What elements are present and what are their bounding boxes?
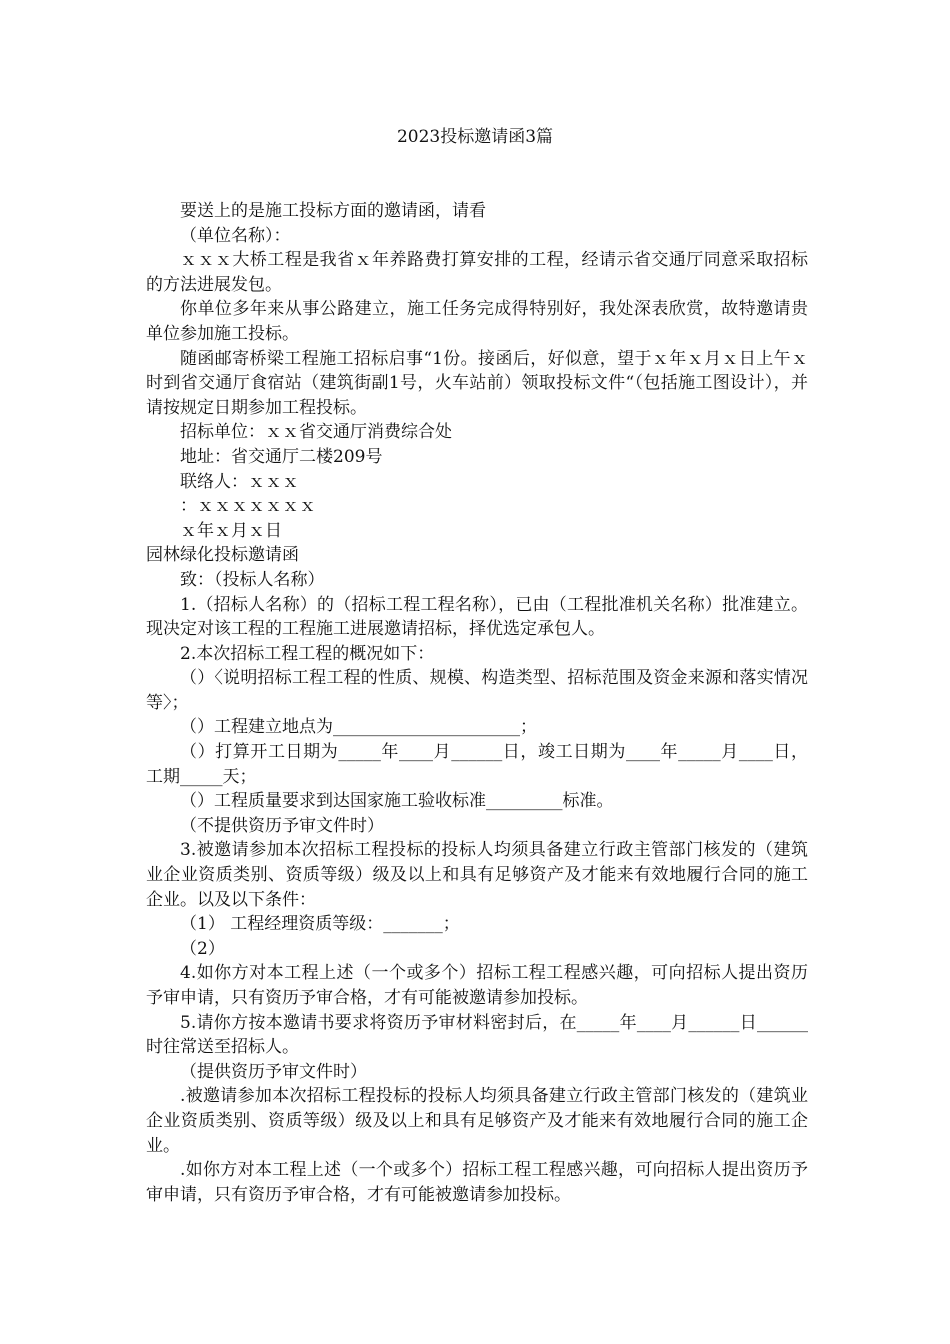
document-paragraph: 招标单位：ｘｘ省交通厅消费综合处 [180, 422, 452, 443]
document-paragraph: 4.如你方对本工程上述（一个或多个）招标工程工程感兴趣，可向招标人提出资历予审申请，只有资历予审合格，才有可能被邀请参加投标。 [146, 963, 808, 1008]
document-paragraph: （1） 工程经理资质等级：_______； [180, 914, 460, 935]
document-paragraph: （）工程质量要求到达国家施工验收标准_________标准。 [180, 791, 614, 812]
document-title: 2023投标邀请函3篇 [396, 127, 554, 147]
document-paragraph: 1.（招标人名称）的（招标工程工程名称），已由（工程批准机关名称）批准建立。现决定对该工程的工程施工进展邀请招标，择优选定承包人。 [146, 594, 808, 640]
document-paragraph: 联络人：ｘｘｘ [180, 471, 299, 492]
document-paragraph: .如你方对本工程上述（一个或多个）招标工程工程感兴趣，可向招标人提出资历予审申请，只有资历予审合格，才有可能被邀请参加投标。 [146, 1160, 808, 1205]
document-paragraph: ｘ年ｘ月ｘ日 [180, 520, 282, 541]
document-paragraph: （单位名称）： [180, 225, 291, 246]
document-paragraph: （2） [180, 938, 225, 959]
document-paragraph: 2.本次招标工程工程的概况如下： [180, 643, 435, 664]
document-paragraph: .被邀请参加本次招标工程投标的投标人均须具备建立行政主管部门核发的（建筑业企业资质类别、资质等级）级及以上和具有足够资产及才能来有效地履行合同的施工企业。 [146, 1086, 808, 1156]
document-paragraph: ：ｘｘｘｘｘｘｘ [180, 496, 316, 517]
document-paragraph: 5.请你方按本邀请书要求将资历予审材料密封后，在_____年____月______日______时往常送至招标人。 [146, 1012, 808, 1058]
document-paragraph: （不提供资历予审文件时） [180, 815, 384, 836]
document-paragraph: 你单位多年来从事公路建立，施工任务完成得特别好，我处深表欣赏，故特邀请贵单位参加施工投标。 [146, 299, 808, 344]
document-paragraph: 致：（投标人名称） [180, 569, 325, 590]
document-paragraph: （提供资历予审文件时） [180, 1061, 367, 1082]
document-body [146, 199, 808, 1207]
document-paragraph: 随函邮寄桥梁工程施工招标启事“1份。接函后，好似意，望于ｘ年ｘ月ｘ日上午ｘ时到省交通厅食宿站（建筑街副1号，火车站前）领取投标文件“（包括施工图设计），并请按规定日期参加工程投标。 [146, 348, 808, 418]
document-paragraph: （）工程建立地点为______________________； [180, 717, 537, 738]
document-paragraph: 要送上的是施工投标方面的邀请函，请看 [180, 201, 486, 221]
document-paragraph: 园林绿化投标邀请函 [146, 545, 299, 566]
document-paragraph: （）〈说明招标工程工程的性质、规模、构造类型、招标范围及资金来源和落实情况等〉； [146, 668, 808, 713]
document-paragraph: 3.被邀请参加本次招标工程投标的投标人均须具备建立行政主管部门核发的（建筑业企业资质类别、资质等级）级及以上和具有足够资产及才能来有效地履行合同的施工企业。以及以下条件： [146, 840, 808, 910]
document-paragraph: ｘｘｘ大桥工程是我省ｘ年养路费打算安排的工程，经请示省交通厅同意采取招标的方法进展发包。 [146, 250, 808, 295]
document-paragraph: 地址：省交通厅二楼209号 [180, 446, 383, 467]
document-paragraph: （）打算开工日期为_____年____月______日，竣工日期为____年_____月____日，工期_____天； [146, 742, 808, 787]
